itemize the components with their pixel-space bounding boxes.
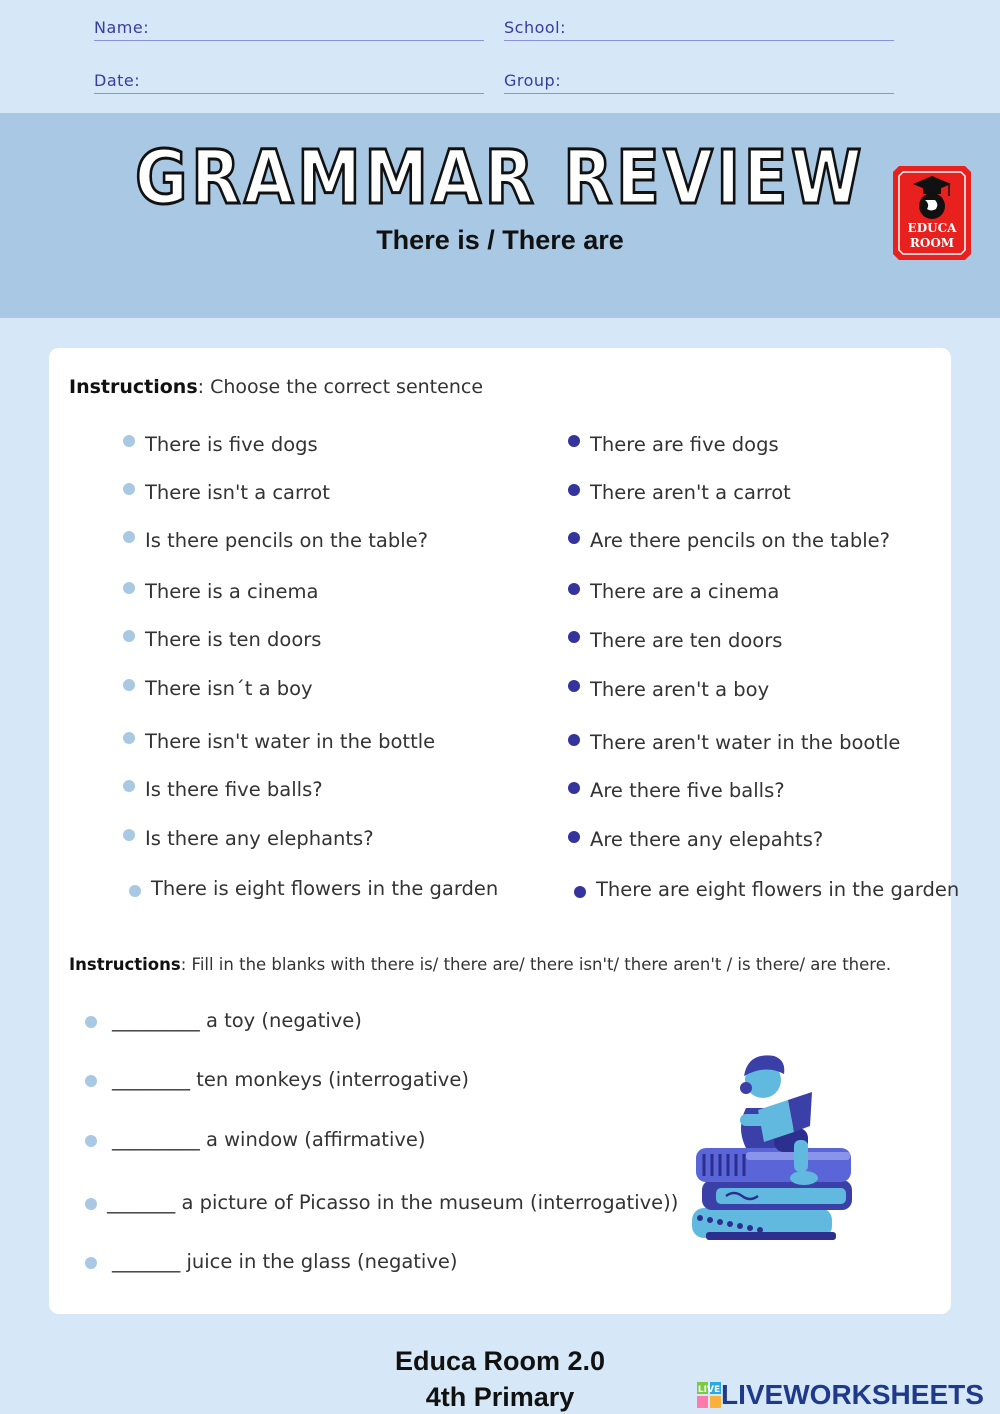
date-label: Date:: [94, 71, 141, 90]
footer-grade: 4th Primary: [425, 1382, 575, 1412]
educa-room-logo: [893, 166, 971, 260]
date-field[interactable]: [94, 71, 484, 94]
fill-item-3[interactable]: _________ a window (affirmative): [112, 1128, 426, 1151]
option-dot[interactable]: [123, 732, 135, 744]
fill-item-4[interactable]: _______ a picture of Picasso in the museum (interrogative)): [107, 1191, 679, 1214]
option-dot[interactable]: [123, 435, 135, 447]
blank-dot: [85, 1135, 97, 1147]
fill-item-5[interactable]: _______ juice in the glass (negative): [112, 1250, 458, 1273]
option-right-9[interactable]: Are there any elepahts?: [590, 828, 824, 851]
school-label: School:: [504, 18, 567, 37]
blank-dot: [85, 1075, 97, 1087]
option-left-7[interactable]: There isn't water in the bottle: [145, 730, 436, 753]
page-title: [0, 131, 1000, 221]
page-subtitle: There is / There are: [376, 225, 624, 255]
option-left-10[interactable]: There is eight flowers in the garden: [151, 877, 499, 900]
option-dot[interactable]: [123, 679, 135, 691]
option-right-8[interactable]: Are there five balls?: [590, 779, 785, 802]
option-dot[interactable]: [129, 885, 141, 897]
option-dot[interactable]: [568, 532, 580, 544]
worksheet-card: [49, 348, 960, 1314]
option-right-6[interactable]: There aren't a boy: [590, 678, 770, 701]
option-right-7[interactable]: There aren't water in the bootle: [590, 731, 901, 754]
option-left-5[interactable]: There is ten doors: [145, 628, 322, 651]
liveworksheets-icon: [697, 1382, 721, 1408]
footer-school: Educa Room 2.0: [394, 1346, 606, 1376]
option-dot[interactable]: [123, 630, 135, 642]
instructions-fill: [69, 955, 891, 974]
option-dot[interactable]: [568, 631, 580, 643]
fill-item-1[interactable]: _________ a toy (negative): [112, 1009, 362, 1032]
fill-item-2[interactable]: ________ ten monkeys (interrogative): [112, 1068, 469, 1091]
instructions-choose: [69, 376, 483, 398]
name-label: Name:: [94, 18, 150, 37]
blank-dot: [85, 1016, 97, 1028]
option-left-9[interactable]: Is there any elephants?: [145, 827, 374, 850]
logo-text-1: EDUCA: [907, 221, 957, 235]
option-dot[interactable]: [123, 483, 135, 495]
blank-dot: [85, 1198, 97, 1210]
option-right-5[interactable]: There are ten doors: [590, 629, 783, 652]
school-field[interactable]: [504, 18, 894, 41]
option-dot[interactable]: [123, 531, 135, 543]
option-dot[interactable]: [123, 582, 135, 594]
liveworksheets-text: LIVEWORKSHEETS: [721, 1379, 984, 1410]
option-right-2[interactable]: There aren't a carrot: [590, 481, 791, 504]
option-dot[interactable]: [123, 780, 135, 792]
instructions-text-2: : Fill in the blanks with there is/ there are/ there isn't/ there aren't / is there/ are there.: [180, 955, 892, 974]
option-left-1[interactable]: There is five dogs: [145, 433, 318, 456]
option-right-4[interactable]: There are a cinema: [590, 580, 780, 603]
title-graphic: [120, 131, 880, 221]
option-right-10[interactable]: There are eight flowers in the garden: [596, 878, 960, 901]
option-dot[interactable]: [568, 680, 580, 692]
option-left-8[interactable]: Is there five balls?: [145, 778, 323, 801]
title-text: GRAMMAR REVIEW: [135, 135, 865, 221]
instructions-text: : Choose the correct sentence: [197, 376, 484, 398]
option-left-3[interactable]: Is there pencils on the table?: [145, 529, 428, 552]
option-right-3[interactable]: Are there pencils on the table?: [590, 529, 890, 552]
option-dot[interactable]: [568, 782, 580, 794]
group-label: Group:: [504, 71, 562, 90]
blank-dot: [85, 1257, 97, 1269]
instructions-label: Instructions: [69, 376, 198, 398]
option-right-1[interactable]: There are five dogs: [590, 433, 779, 456]
liveworksheets-brand[interactable]: [697, 1380, 984, 1410]
instructions-label-2: Instructions: [69, 955, 181, 974]
option-dot[interactable]: [123, 829, 135, 841]
option-left-6[interactable]: There isn´t a boy: [145, 677, 313, 700]
title-banner: [0, 113, 1000, 318]
group-field[interactable]: [504, 71, 894, 94]
option-dot[interactable]: [568, 435, 580, 447]
option-dot[interactable]: [574, 886, 586, 898]
reading-child-illustration: [686, 1048, 861, 1258]
option-left-4[interactable]: There is a cinema: [145, 580, 319, 603]
option-dot[interactable]: [568, 583, 580, 595]
live-badge-text: LIVE: [697, 1385, 721, 1395]
logo-text-2: ROOM: [909, 236, 955, 250]
option-dot[interactable]: [568, 831, 580, 843]
option-dot[interactable]: [568, 484, 580, 496]
option-left-2[interactable]: There isn't a carrot: [145, 481, 330, 504]
option-dot[interactable]: [568, 734, 580, 746]
name-field[interactable]: [94, 18, 484, 41]
